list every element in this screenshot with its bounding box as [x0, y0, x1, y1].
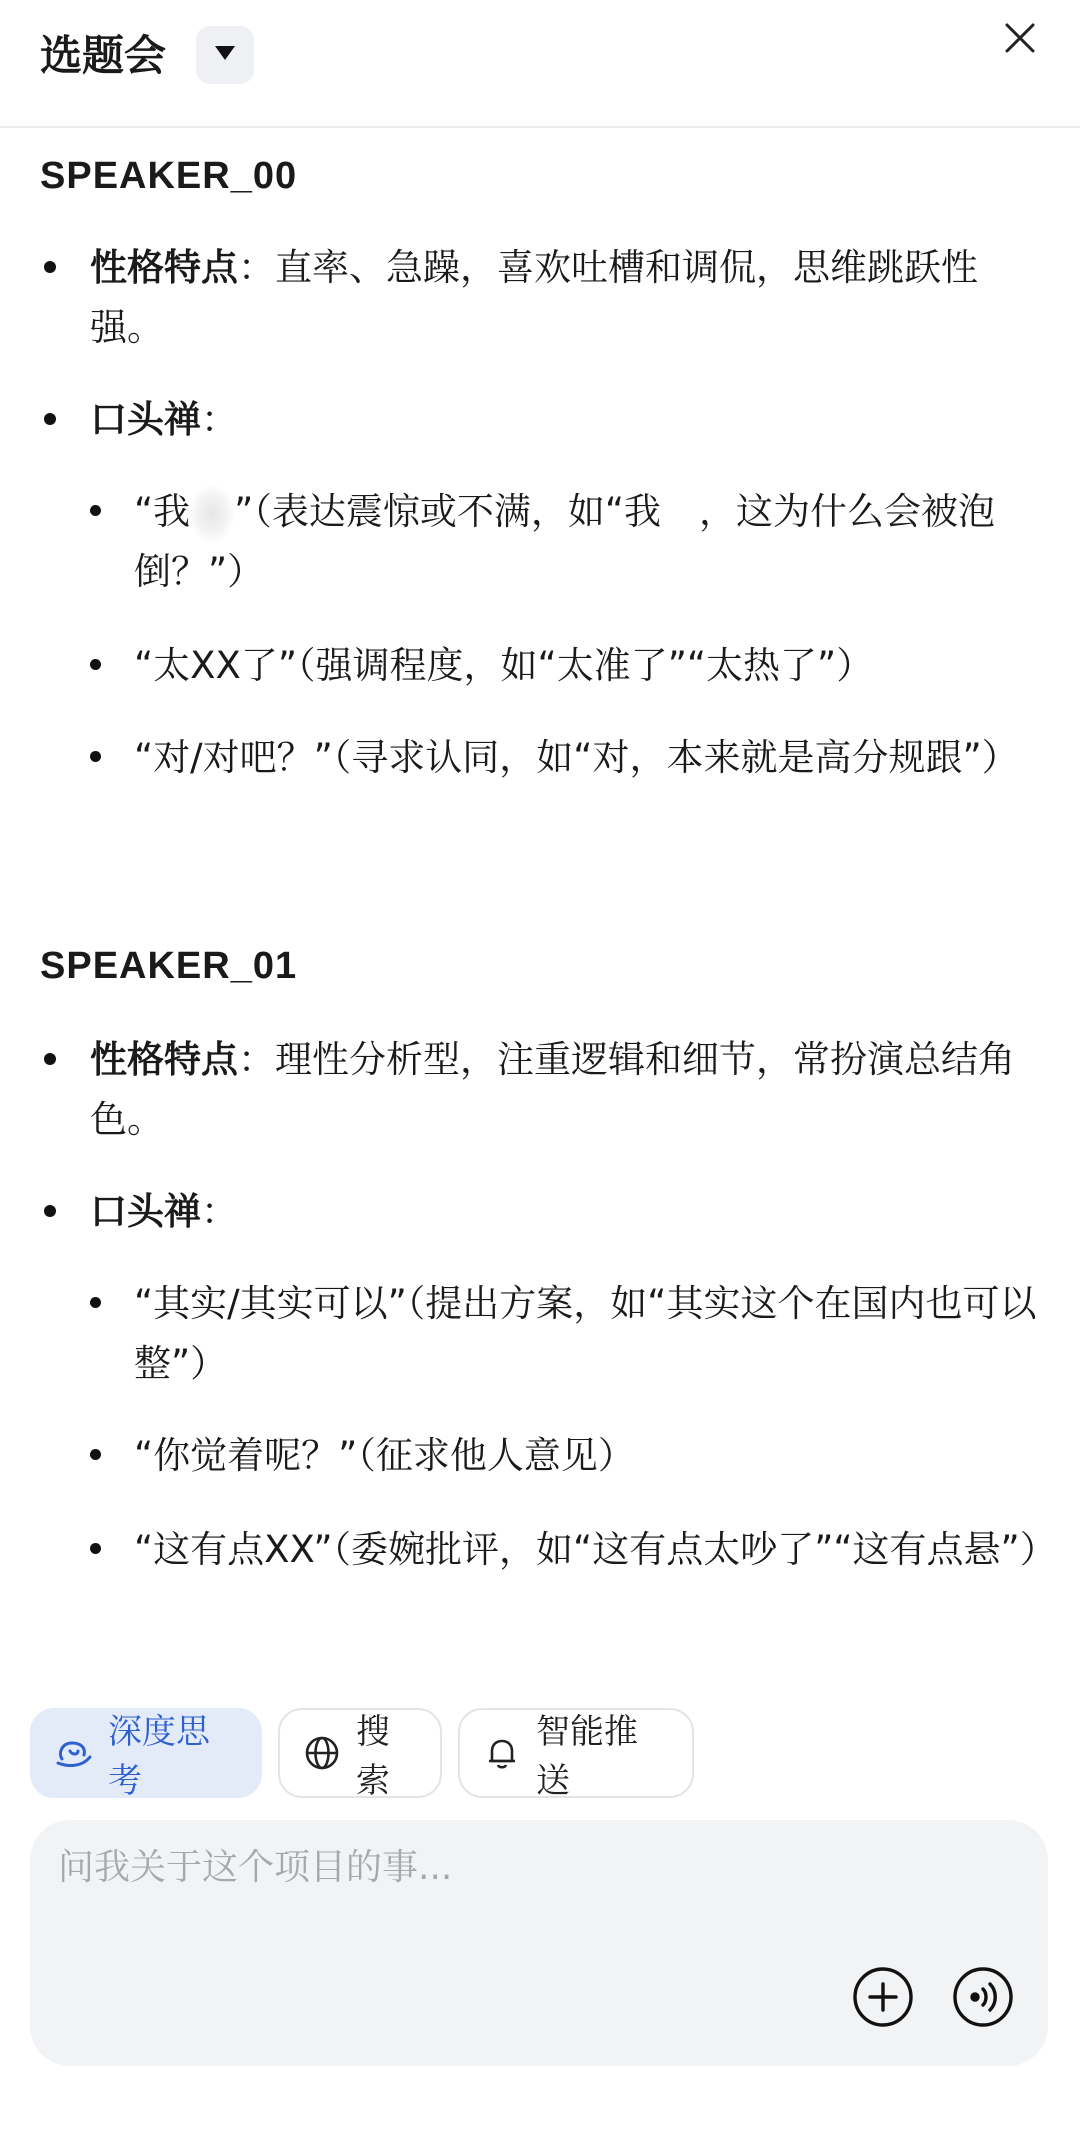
- bell-icon: [482, 1733, 522, 1773]
- page-title: 选题会: [40, 31, 167, 80]
- triangle-down-icon: [214, 45, 236, 65]
- phrases-label: 口头禅: [90, 1190, 201, 1233]
- voice-button[interactable]: [952, 1968, 1014, 2030]
- phrases-label: 口头禅: [90, 398, 201, 441]
- deep-think-toggle[interactable]: [30, 1708, 262, 1801]
- bullet-dot: [44, 261, 56, 273]
- traits-label: 性格特点: [90, 1038, 238, 1081]
- plus-circle-icon: [852, 1966, 914, 2032]
- bullet-dot: [90, 505, 101, 516]
- deep-think-label: 深度思考: [108, 1712, 210, 1801]
- brain-icon: [54, 1733, 94, 1773]
- globe-icon: [302, 1733, 342, 1773]
- search-toggle[interactable]: [278, 1708, 442, 1801]
- list-item: [134, 1520, 1057, 1580]
- header-bar: [0, 0, 1080, 128]
- phrase-text: ”（表达震惊或不满，如“我: [234, 490, 662, 533]
- speaker-heading: SPEAKER_00: [40, 155, 298, 197]
- speaker-heading: SPEAKER_01: [40, 945, 298, 987]
- phrase-text: “对/对吧？”（寻求认同，如“对，本来就是高分规跟”）: [134, 736, 1019, 779]
- phrase-text: “你觉着呢？”（征求他人意见）: [134, 1434, 635, 1477]
- smart-push-label: 智能推送: [536, 1712, 638, 1801]
- close-button[interactable]: [994, 14, 1046, 66]
- phrase-text: “太XX了”（强调程度，如“太准了”“太热了”）: [134, 644, 874, 687]
- phrases-colon: ：: [201, 1190, 238, 1233]
- list-item: [134, 1274, 1040, 1394]
- redacted-blank: [661, 486, 699, 542]
- list-item: [134, 482, 1040, 602]
- bullet-dot: [90, 751, 101, 762]
- phrases-colon: ：: [201, 398, 238, 441]
- phrase-text: “其实/其实可以”（提出方案，如“其实这个在国内也可以整”）: [134, 1282, 1037, 1385]
- list-item: [134, 728, 1040, 788]
- phrase-text: “这有点XX”（委婉批评，如“这有点太吵了”“这有点悬”）: [134, 1528, 1057, 1571]
- traits-text: ：直率、急躁，喜欢吐槽和调侃，思维跳跃性强。: [90, 246, 978, 349]
- list-item: [90, 1030, 1050, 1150]
- search-label: 搜索: [356, 1712, 390, 1801]
- smart-push-toggle[interactable]: [458, 1708, 694, 1801]
- bullet-dot: [90, 1449, 101, 1460]
- bullet-dot: [90, 1297, 101, 1308]
- list-item: [90, 390, 1050, 450]
- redacted-blur: [190, 486, 234, 542]
- bullet-dot: [90, 659, 101, 670]
- list-item: [90, 1182, 1050, 1242]
- traits-label: 性格特点: [90, 246, 238, 289]
- bullet-dot: [44, 1205, 56, 1217]
- title-dropdown-button[interactable]: [196, 26, 254, 84]
- list-item: [134, 1426, 1040, 1486]
- list-item: [134, 636, 1040, 696]
- chat-input-box: [30, 1820, 1048, 2066]
- bullet-dot: [44, 1053, 56, 1065]
- bullet-dot: [90, 1543, 101, 1554]
- voice-wave-icon: [952, 1966, 1014, 2032]
- chat-input[interactable]: [58, 1840, 998, 1960]
- close-icon: [1005, 23, 1035, 57]
- phrase-text: ，这为什么会被泡倒？”）: [134, 490, 996, 593]
- list-item: [90, 238, 1050, 358]
- add-attachment-button[interactable]: [852, 1968, 914, 2030]
- bullet-dot: [44, 413, 56, 425]
- traits-text: ：理性分析型，注重逻辑和细节，常扮演总结角色。: [90, 1038, 1015, 1141]
- phrase-text: “我: [134, 490, 191, 533]
